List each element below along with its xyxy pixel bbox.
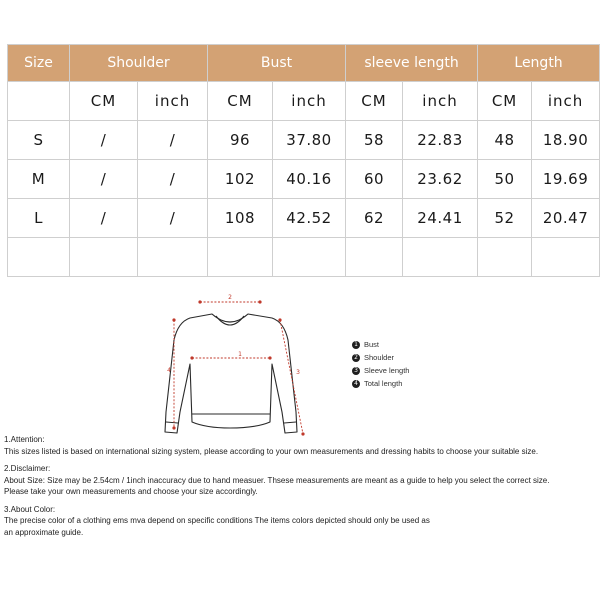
table-row-s <box>8 121 600 160</box>
table-cell: 96 <box>208 121 273 160</box>
sleeve-endpoint <box>278 318 281 321</box>
unit-cell: CM <box>478 82 532 121</box>
empty-cell <box>208 238 273 277</box>
empty-cell <box>346 238 403 277</box>
legend-item-bust <box>352 338 409 351</box>
header-row <box>8 45 600 82</box>
disclaimer-text: Please take your own measurements and choose your size accordingly. <box>4 487 258 496</box>
length-endpoint <box>172 318 175 321</box>
attention-text: This sizes listed is based on international sizing system, please according to your own measurements and dressing habits to choose your suitable size. <box>4 446 539 456</box>
size-cell: S <box>8 121 70 160</box>
table-cell: 24.41 <box>403 199 478 238</box>
header-size: Size <box>8 45 70 82</box>
table-cell: / <box>138 199 208 238</box>
legend-label: Sleeve length <box>364 366 410 375</box>
table-cell: / <box>138 160 208 199</box>
table-cell: 62 <box>346 199 403 238</box>
table-row-l <box>8 199 600 238</box>
empty-cell <box>138 238 208 277</box>
table-cell: 102 <box>208 160 273 199</box>
table-cell: 23.62 <box>403 160 478 199</box>
table-cell: 60 <box>346 160 403 199</box>
sleeve-measure-line <box>280 320 303 434</box>
table-cell: / <box>138 121 208 160</box>
unit-cell: CM <box>346 82 403 121</box>
header-length: Length <box>478 45 600 82</box>
table-cell: 22.83 <box>403 121 478 160</box>
table-cell: 37.80 <box>273 121 346 160</box>
unit-cell: CM <box>70 82 138 121</box>
disclaimer-text: About Size: Size may be 2.54cm / 1inch inaccuracy due to hand measuer. Thsese measurements are meant as a guide to help you select the correct size. <box>4 475 550 485</box>
color-text: The precise color of a clothing ems mva depend on specific conditions The items colors depicted should only be used as <box>4 516 430 525</box>
table-cell: 52 <box>478 199 532 238</box>
marker-label: 2 <box>228 294 232 301</box>
unit-cell: inch <box>273 82 346 121</box>
table-cell: 20.47 <box>532 199 600 238</box>
header-shoulder: Shoulder <box>70 45 208 82</box>
marker-label: 3 <box>296 369 300 376</box>
header-sleeve-length: sleeve length <box>346 45 478 82</box>
legend-number: 4 <box>352 380 360 388</box>
empty-cell <box>478 238 532 277</box>
table-cell: / <box>70 199 138 238</box>
legend-number: 3 <box>352 367 360 375</box>
empty-cell <box>70 238 138 277</box>
unit-cell-empty <box>8 82 70 121</box>
legend-item-total-length <box>352 377 409 390</box>
marker-label: 1 <box>238 351 242 358</box>
unit-row <box>8 82 600 121</box>
table-row-m <box>8 160 600 199</box>
sweater-measurement-diagram <box>160 292 320 442</box>
table-cell: 40.16 <box>273 160 346 199</box>
diagram-legend <box>352 338 409 390</box>
table-cell: 19.69 <box>532 160 600 199</box>
unit-cell: inch <box>532 82 600 121</box>
legend-label: Bust <box>364 340 380 349</box>
marker-label: 4 <box>167 367 171 374</box>
attention-title: 1.Attention: <box>4 435 45 444</box>
header-bust: Bust <box>208 45 346 82</box>
size-notes <box>4 434 598 538</box>
table-cell: 42.52 <box>273 199 346 238</box>
table-cell: 108 <box>208 199 273 238</box>
legend-label: Shoulder <box>364 353 395 362</box>
disclaimer-title: 2.Disclaimer: <box>4 464 51 473</box>
color-title: 3.About Color: <box>4 504 56 514</box>
unit-cell: inch <box>138 82 208 121</box>
unit-cell: CM <box>208 82 273 121</box>
table-cell: 18.90 <box>532 121 600 160</box>
color-text: an approximate guide. <box>4 527 84 537</box>
table-row-empty <box>8 238 600 277</box>
table-cell: / <box>70 121 138 160</box>
size-cell: L <box>8 199 70 238</box>
table-cell: / <box>70 160 138 199</box>
bust-endpoint <box>268 356 271 359</box>
sweater-outline <box>165 314 297 433</box>
legend-label: Total length <box>364 379 403 388</box>
table-cell: 58 <box>346 121 403 160</box>
unit-cell: inch <box>403 82 478 121</box>
empty-cell <box>8 238 70 277</box>
shoulder-endpoint <box>198 300 201 303</box>
legend-item-shoulder <box>352 351 409 364</box>
size-chart-table <box>7 44 600 277</box>
length-endpoint <box>172 426 175 429</box>
empty-cell <box>273 238 346 277</box>
empty-cell <box>532 238 600 277</box>
bust-endpoint <box>190 356 193 359</box>
legend-item-sleeve-length <box>352 364 409 377</box>
table-cell: 50 <box>478 160 532 199</box>
shoulder-endpoint <box>258 300 261 303</box>
legend-number: 1 <box>352 341 360 349</box>
empty-cell <box>403 238 478 277</box>
table-cell: 48 <box>478 121 532 160</box>
size-cell: M <box>8 160 70 199</box>
legend-number: 2 <box>352 354 360 362</box>
